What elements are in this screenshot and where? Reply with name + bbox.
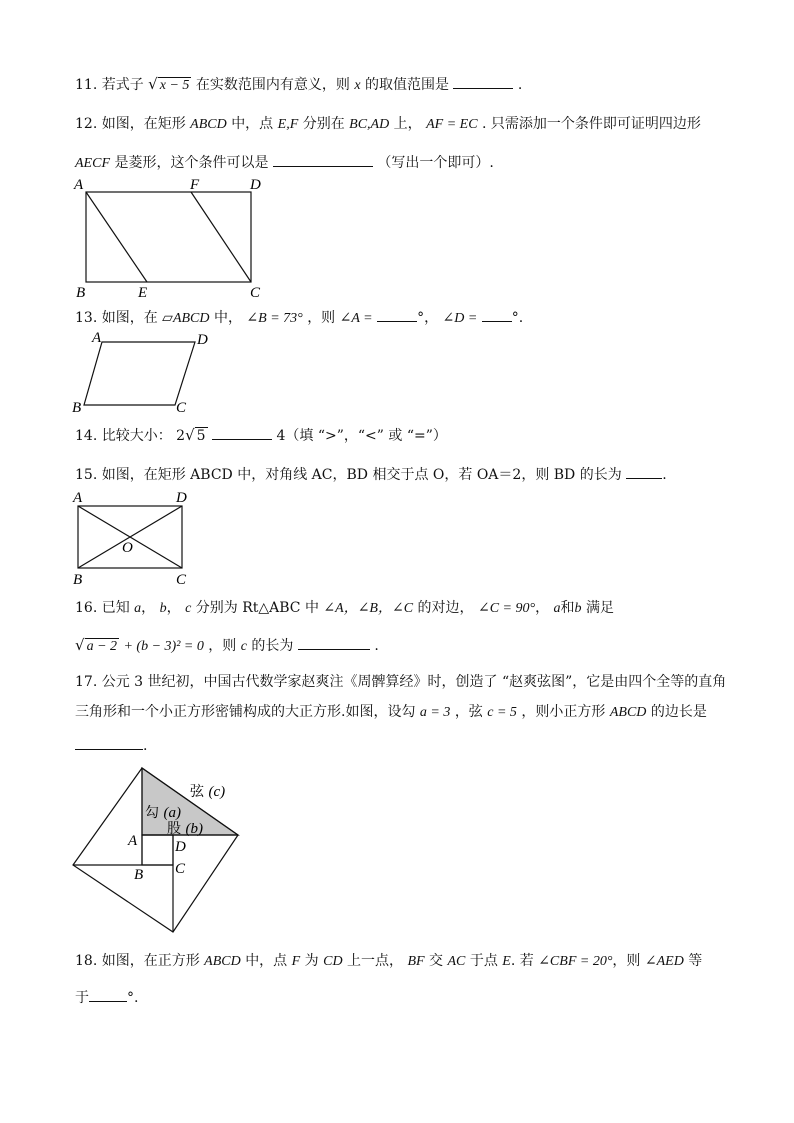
q13-angle-a: ∠A = [339, 311, 373, 326]
q12-text2: 中，点 [231, 116, 274, 132]
q17-a: a = 3 [419, 705, 451, 720]
q18-text3: 为 [304, 953, 319, 969]
q17-line3 [75, 734, 147, 756]
q13-text2: 中， [213, 310, 242, 326]
q12-text3: 分别在 [302, 116, 345, 132]
q18-answer-blank[interactable] [89, 986, 127, 1002]
q15-text: 如图，在矩形 ABCD 中，对角线 AC，BD 相交于点 O，若 OA＝2，则 BD 的长为 [101, 467, 622, 483]
var-b: b [574, 601, 582, 616]
question-number: 18. [75, 953, 98, 969]
question-number: 17. [75, 674, 98, 690]
var-c: c [185, 601, 192, 616]
label-a: A [92, 330, 102, 346]
q11-text2: 在实数范围内有意义，则 [195, 77, 350, 93]
q13-parallelogram-figure [70, 330, 220, 420]
var-c: c [240, 639, 247, 654]
label-b: B [73, 572, 83, 588]
label-e: E [138, 285, 148, 301]
label-gu: 股 (b) [167, 821, 203, 837]
q16-text6: 的长为 [251, 638, 294, 654]
q17-text4: ，则小正方形 [521, 704, 606, 720]
q16-angles: ∠A，∠B，∠C [323, 601, 414, 616]
q18-text2: 中，点 [245, 953, 288, 969]
period: . [662, 467, 667, 483]
q14-radicand: 5 [196, 428, 206, 444]
label-c: C [176, 400, 187, 416]
q18-point-f: F [291, 954, 301, 969]
question-number: 15. [75, 467, 98, 483]
q17-text3: ，弦 [454, 704, 483, 720]
label-a: A [128, 833, 138, 849]
label-a: A [74, 177, 84, 193]
label-d: D [175, 839, 186, 855]
q11-radicand: x − 5 [159, 78, 190, 93]
comma: ， [535, 600, 550, 616]
label-b: B [72, 400, 82, 416]
q18-line1 [75, 951, 702, 972]
q16-line2: √ a − 2 + (b − 3)² = 0 ，则 c 的长为 . [75, 636, 379, 654]
q14-line: 14. 比较大小： 2√ 5 4（填 “>”，“<” 或 “=”） [75, 426, 447, 444]
question-number: 12. [75, 116, 98, 132]
q12-sides: BC,AD [349, 117, 390, 132]
q12-text: 如图，在矩形 [101, 116, 186, 132]
q13-shape: ▱ABCD [162, 311, 210, 326]
q18-condition: ∠CBF = 20° [538, 954, 613, 969]
label-f: F [190, 177, 200, 193]
q18-point-e: E [502, 954, 511, 969]
q17-c: c = 5 [487, 705, 517, 720]
q15-rectangle-figure [70, 486, 200, 586]
q12-answer-blank[interactable] [273, 151, 373, 167]
q12-shape2: AECF [75, 156, 110, 171]
label-c: C [175, 861, 186, 877]
q12-text5: . 只需添加一个条件即可证明四边形 [482, 116, 701, 132]
q13-answer-blank-d[interactable] [482, 306, 512, 322]
degree-sep: °， [417, 310, 439, 326]
q12-points: E,F [277, 117, 299, 132]
label-c: C [250, 285, 261, 301]
q12-line1 [75, 114, 701, 135]
segment-fc [191, 192, 251, 282]
q18-text5: 交 [429, 953, 444, 969]
segment-af-side [86, 192, 147, 282]
comma: ， [141, 600, 156, 616]
q18-text: 如图，在正方形 [101, 953, 200, 969]
q18-segment-bf: BF [407, 954, 425, 969]
q13-line [75, 306, 523, 329]
label-o: O [122, 540, 133, 556]
label-xian: 弦 (c) [190, 784, 226, 800]
q15-line [75, 463, 667, 485]
q11-var: x [354, 78, 361, 93]
q18-text9: 等 [688, 953, 703, 969]
label-b: B [134, 867, 144, 883]
q18-angle: ∠AED [644, 954, 684, 969]
label-gou: 勾 (a) [145, 805, 181, 821]
q16-equation: + (b − 3)² = 0 [123, 639, 204, 654]
var-a: a [134, 601, 142, 616]
q16-line1 [75, 598, 614, 619]
question-number: 13. [75, 310, 98, 326]
q17-text5: 的边长是 [650, 704, 707, 720]
q16-text4: 满足 [586, 600, 614, 616]
degree-end: °. [127, 990, 139, 1006]
q17-line1 [75, 672, 726, 692]
q16-answer-blank[interactable] [298, 634, 370, 650]
label-b: B [76, 285, 86, 301]
q16-condition: ∠C = 90° [477, 601, 536, 616]
label-a: A [73, 490, 83, 506]
q16-radicand: a − 2 [86, 639, 118, 654]
q17-answer-blank[interactable] [75, 734, 143, 750]
q12-line2 [75, 151, 494, 174]
q11-answer-blank[interactable] [453, 73, 513, 89]
q14-text: 比较大小： [101, 428, 172, 444]
rect-abcd [86, 192, 251, 282]
q12-text6: 是菱形，这个条件可以是 [114, 155, 269, 171]
q17-text2: 三角形和一个小正方形密铺构成的大正方形.如图，设勾 [75, 704, 416, 720]
question-number: 14. [75, 428, 98, 444]
q14-answer-blank[interactable] [212, 424, 272, 440]
q17-shape: ABCD [609, 705, 647, 720]
q12-text7: （写出一个即可）. [377, 155, 494, 171]
period: . [374, 638, 379, 654]
q18-text7: . 若 [510, 953, 534, 969]
label-d: D [197, 332, 208, 348]
q17-zhao-shuang-figure [70, 765, 250, 940]
q17-text: 公元 3 世纪初，中国古代数学家赵爽注《周髀算经》时，创造了 “赵爽弦图”，它是由四个全等的直角 [101, 674, 727, 690]
q18-shape: ABCD [204, 954, 241, 969]
label-d: D [250, 177, 261, 193]
small-square-abcd [142, 835, 173, 865]
q12-condition: AF = EC [426, 117, 478, 132]
var-b: b [159, 601, 167, 616]
label-d: D [176, 490, 187, 506]
q18-text6: 于点 [469, 953, 498, 969]
q13-angle-d: ∠D = [442, 311, 478, 326]
and-text: 和 [560, 600, 575, 616]
q16-text: 已知 [101, 600, 130, 616]
q11-text: 若式子 [101, 77, 144, 93]
q18-text4: 上一点， [347, 953, 404, 969]
q12-rectangle-figure [70, 172, 270, 302]
question-number: 16. [75, 600, 98, 616]
q18-text10: 于 [75, 990, 89, 1006]
q16-text3: 的对边， [417, 600, 474, 616]
q13-condition: ∠B = 73° [246, 311, 303, 326]
degree-end: °. [511, 310, 524, 326]
q13-text: 如图，在 [101, 310, 158, 326]
comma: ， [166, 600, 181, 616]
q15-answer-blank[interactable] [626, 463, 662, 479]
q17-line2 [75, 702, 707, 723]
q16-text2: 分别为 Rt△ABC 中 [195, 600, 319, 616]
q13-answer-blank-a[interactable] [377, 306, 417, 322]
period: . [517, 77, 523, 93]
q11-text3: 的取值范围是 [364, 77, 449, 93]
question-number: 11. [75, 77, 98, 93]
label-c: C [176, 572, 187, 588]
q18-segment-ac: AC [447, 954, 466, 969]
q18-side-cd: CD [323, 954, 343, 969]
q18-text8: ，则 [612, 953, 641, 969]
q18-line2 [75, 986, 138, 1008]
var-a: a [553, 601, 561, 616]
q14-coefficient: 2 [176, 428, 186, 444]
q12-text4: 上， [393, 116, 422, 132]
parallelogram-abcd [84, 342, 195, 405]
q16-text5: ，则 [208, 638, 237, 654]
period: . [143, 738, 148, 754]
q14-text2: 4（填 “>”，“<” 或 “=”） [276, 428, 447, 444]
q12-shape: ABCD [190, 117, 227, 132]
q13-text3: ，则 [307, 310, 336, 326]
q11-line: 11. 若式子 √ x − 5 在实数范围内有意义，则 x 的取值范围是 . [75, 75, 523, 93]
